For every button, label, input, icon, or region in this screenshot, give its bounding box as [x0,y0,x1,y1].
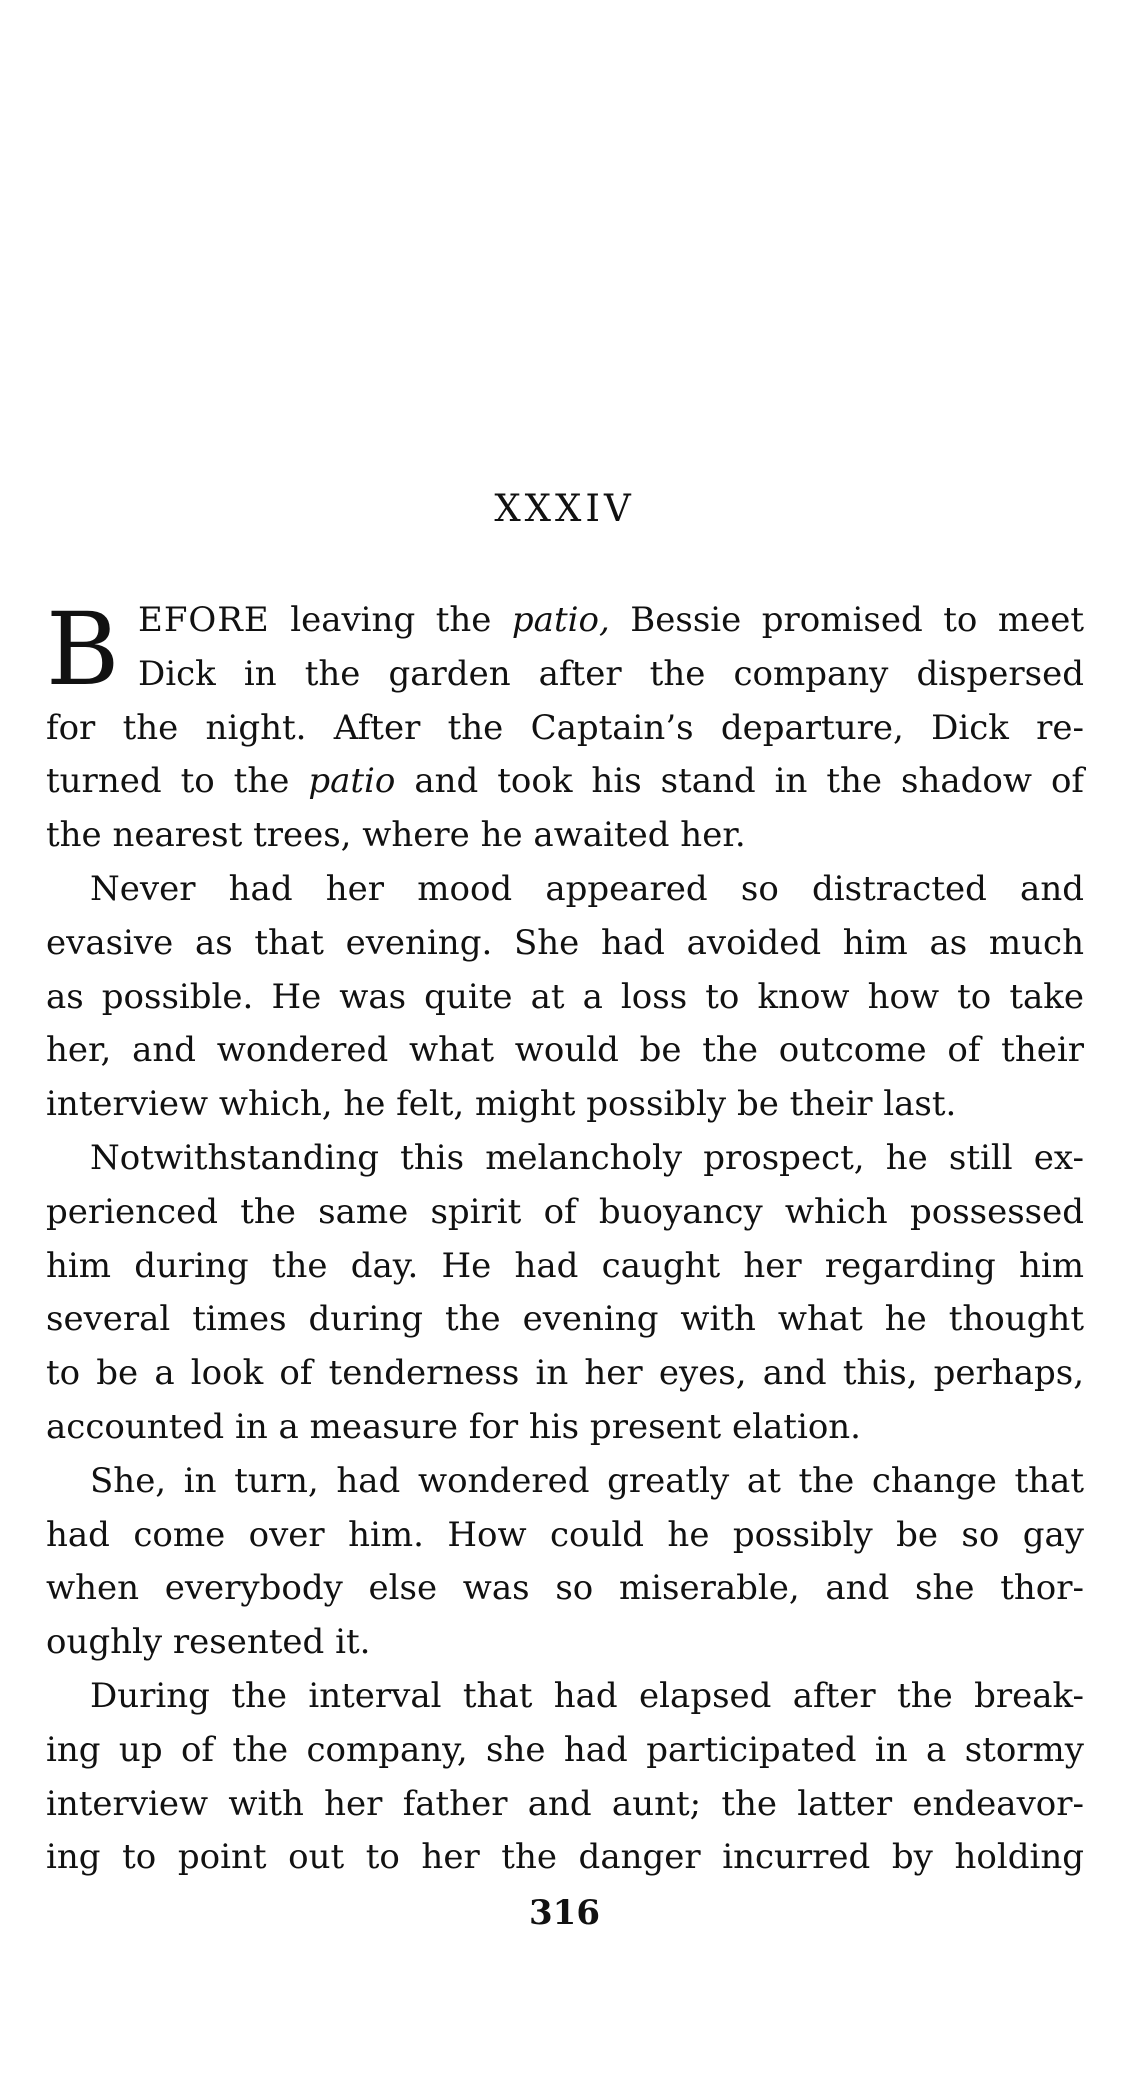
text-line [46,1132,1084,1186]
text-run: several times during the evening with what he thought [46,1299,1084,1340]
text-run: Bessie promised to meet [609,600,1084,640]
text-run: Notwithstanding this melancholy prospect, he still ex- [90,1137,1084,1178]
text-line [46,971,1084,1025]
text-run: patio [308,761,396,802]
text-line [46,863,1084,917]
text-run: oughly resented it. [46,1622,371,1663]
text-run: as possible. He was quite at a loss to know how to take [46,976,1084,1017]
text-run: her, and wondered what would be the outcome of their [46,1030,1084,1071]
text-line [46,917,1084,971]
paragraph [46,1455,1084,1670]
text-line [46,1831,1084,1885]
paragraph [46,591,1084,863]
text-line [46,648,1084,702]
text-run: She, in turn, had wondered greatly at the change that [90,1460,1084,1501]
text-run: turned to the [46,761,309,802]
text-run: ing to point out to her the danger incurred by holding [46,1837,1084,1878]
text-line [46,1240,1084,1294]
text-run: Dick in the garden after the company dispersed [138,653,1084,694]
text-line [46,1024,1084,1078]
text-line [46,1670,1084,1724]
text-run: evasive as that evening. She had avoided him as much [46,922,1084,963]
text-line [46,1724,1084,1778]
text-run: when everybody else was so miserable, and she thor- [46,1568,1084,1609]
text-line [46,702,1084,756]
text-run: and took his stand in the shadow of [395,761,1084,802]
text-line [46,1078,1084,1132]
drop-cap: B [46,591,120,708]
text-line [46,1401,1084,1455]
text-run: for the night. After the Captain’s departure, Dick re- [46,707,1084,748]
text-line [46,1778,1084,1832]
text-run: leaving the [269,600,512,640]
text-line [46,755,1084,809]
text-run: During the interval that had elapsed after the break- [90,1675,1084,1716]
text-run: patio, [511,600,610,640]
text-run: him during the day. He had caught her regarding him [46,1245,1084,1286]
text-run: interview with her father and aunt; the latter endeavor- [46,1783,1084,1824]
text-run: Never had her mood appeared so distracted and [90,868,1084,909]
text-line [46,1293,1084,1347]
text-line [46,1347,1084,1401]
text-line [46,1186,1084,1240]
text-run: had come over him. How could he possibly be so gay [46,1514,1084,1555]
paragraphs [46,591,1084,1885]
paragraph [46,863,1084,1132]
text-run: accounted in a measure for his present elation. [46,1406,861,1447]
paragraph [46,1132,1084,1455]
text-line [46,594,1084,648]
text-run: EFORE [138,600,270,640]
chapter-heading: XXXIV [494,487,635,530]
text-line [46,1509,1084,1563]
text-run: ing up of the company, she had participated in a stormy [46,1729,1084,1770]
text-line [46,1455,1084,1509]
text-run: interview which, he felt, might possibly be their last. [46,1084,957,1125]
text-run: the nearest trees, where he awaited her. [46,815,746,856]
paragraph [46,1670,1084,1885]
text-run: perienced the same spirit of buoyancy which possessed [46,1191,1084,1232]
text-line [46,1616,1084,1670]
text-line [46,1562,1084,1616]
page-number: 316 [529,1893,600,1933]
text-line [46,809,1084,863]
text-run: to be a look of tenderness in her eyes, and this, perhaps, [46,1353,1084,1394]
body-text [46,591,1084,1885]
